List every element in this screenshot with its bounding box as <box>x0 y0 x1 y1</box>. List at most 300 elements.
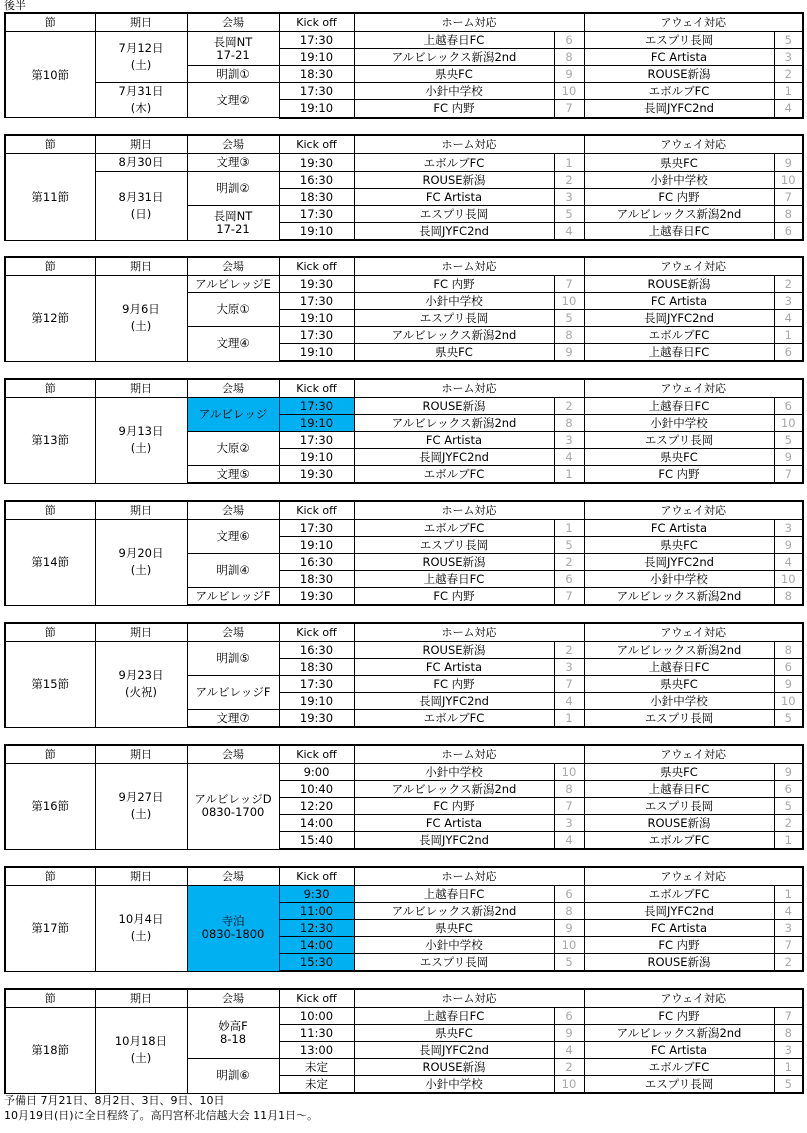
away-team-number: 1 <box>774 832 803 850</box>
header-round: 節 <box>5 745 95 764</box>
away-team: ROUSE新潟 <box>584 815 774 832</box>
kickoff-time: 19:10 <box>279 537 354 554</box>
kickoff-time: 19:10 <box>279 344 354 362</box>
venue-name: 妙高F <box>218 1019 248 1033</box>
header-venue: 会場 <box>187 13 279 32</box>
away-team: エスプリ長岡 <box>584 710 774 728</box>
away-team-number: 3 <box>774 920 803 937</box>
round-label: 第16節 <box>5 764 95 850</box>
away-team: 県央FC <box>584 537 774 554</box>
header-date: 期日 <box>95 257 187 276</box>
kickoff-time: 17:30 <box>279 32 354 49</box>
header-round: 節 <box>5 135 95 154</box>
home-team: 小針中学校 <box>354 764 554 781</box>
day-of-week: (土) <box>130 929 152 944</box>
table-header-row <box>5 13 803 32</box>
round-label: 第17節 <box>5 886 95 972</box>
kickoff-time: 19:30 <box>279 276 354 293</box>
away-team: 県央FC <box>584 154 774 172</box>
home-team-number: 4 <box>554 693 584 710</box>
away-team: エボルブFC <box>584 886 774 903</box>
table-row <box>5 886 803 903</box>
table-row <box>5 172 803 189</box>
venue-name: 文理⑤ <box>216 466 250 481</box>
home-team-number: 1 <box>554 520 584 537</box>
kickoff-time: 10:40 <box>279 781 354 798</box>
home-team-number: 5 <box>554 537 584 554</box>
header-home: ホーム対応 <box>354 989 584 1008</box>
day-of-week: (火祝) <box>125 685 157 700</box>
away-team: ROUSE新潟 <box>584 66 774 83</box>
home-team: FC Artista <box>354 189 554 206</box>
kickoff-time: 16:30 <box>279 172 354 189</box>
table-row <box>5 276 803 293</box>
home-team: ROUSE新潟 <box>354 642 554 659</box>
away-team: FC 内野 <box>584 189 774 206</box>
venue-cell <box>187 398 279 432</box>
home-team: 長岡JYFC2nd <box>354 693 554 710</box>
round-table <box>4 866 804 972</box>
header-home: ホーム対応 <box>354 501 584 520</box>
kickoff-time: 未定 <box>279 1059 354 1076</box>
away-team-number: 5 <box>774 1076 803 1094</box>
home-team: 小針中学校 <box>354 83 554 100</box>
kickoff-time: 19:30 <box>279 588 354 606</box>
away-team: 上越春日FC <box>584 781 774 798</box>
kickoff-time: 14:00 <box>279 815 354 832</box>
table-header-row <box>5 623 803 642</box>
home-team: 県央FC <box>354 66 554 83</box>
header-kickoff: Kick off <box>279 379 354 398</box>
date-cell <box>95 520 187 606</box>
away-team-number: 9 <box>774 676 803 693</box>
home-team: 上越春日FC <box>354 886 554 903</box>
kickoff-time: 10:00 <box>279 1008 354 1025</box>
away-team: エスプリ長岡 <box>584 432 774 449</box>
kickoff-time: 未定 <box>279 1076 354 1094</box>
date-cell <box>95 83 187 118</box>
venue-cell <box>187 520 279 554</box>
away-team: エボルブFC <box>584 83 774 100</box>
day-of-week: (土) <box>130 58 152 72</box>
home-team-number: 2 <box>554 1059 584 1076</box>
venue-hours: 17-21 <box>216 221 250 236</box>
date-text: 9月13日 <box>118 424 164 439</box>
away-team-number: 8 <box>774 588 803 606</box>
home-team-number: 3 <box>554 659 584 676</box>
away-team-number: 8 <box>774 642 803 659</box>
away-team-number: 4 <box>774 554 803 571</box>
home-team-number: 5 <box>554 206 584 223</box>
away-team-number: 7 <box>774 189 803 206</box>
away-team: 上越春日FC <box>584 659 774 676</box>
kickoff-time: 9:00 <box>279 764 354 781</box>
home-team-number: 10 <box>554 937 584 954</box>
kickoff-time: 19:10 <box>279 49 354 66</box>
away-team-number: 2 <box>774 276 803 293</box>
home-team-number: 8 <box>554 415 584 432</box>
home-team-number: 8 <box>554 49 584 66</box>
away-team-number: 8 <box>774 206 803 223</box>
home-team: 小針中学校 <box>354 293 554 310</box>
kickoff-time: 14:00 <box>279 937 354 954</box>
venue-name: 大原② <box>216 441 250 455</box>
away-team: エスプリ長岡 <box>584 32 774 49</box>
date-cell <box>95 398 187 484</box>
home-team-number: 5 <box>554 954 584 972</box>
venue-hours: 8-18 <box>219 1032 247 1046</box>
kickoff-time: 19:10 <box>279 415 354 432</box>
home-team: 県央FC <box>354 920 554 937</box>
home-team-number: 9 <box>554 1025 584 1042</box>
date-text: 9月20日 <box>118 546 164 561</box>
venue-cell <box>187 172 279 206</box>
away-team: アルビレックス新潟2nd <box>584 642 774 659</box>
home-team: FC 内野 <box>354 798 554 815</box>
header-kickoff: Kick off <box>279 623 354 642</box>
away-team: 上越春日FC <box>584 398 774 415</box>
header-venue: 会場 <box>187 623 279 642</box>
away-team: FC Artista <box>584 920 774 937</box>
header-round: 節 <box>5 867 95 886</box>
venue-name: 明訓⑤ <box>216 651 250 665</box>
date-cell <box>95 886 187 972</box>
venue-cell <box>187 83 279 118</box>
home-team: ROUSE新潟 <box>354 398 554 415</box>
home-team: アルビレックス新潟2nd <box>354 781 554 798</box>
home-team: アルビレックス新潟2nd <box>354 49 554 66</box>
header-date: 期日 <box>95 989 187 1008</box>
home-team-number: 9 <box>554 344 584 362</box>
home-team-number: 7 <box>554 676 584 693</box>
kickoff-time: 19:10 <box>279 100 354 118</box>
away-team: FC Artista <box>584 1042 774 1059</box>
away-team: エスプリ長岡 <box>584 1076 774 1094</box>
page-title: 後半 <box>4 0 26 12</box>
venue-cell <box>187 154 279 172</box>
home-team: エスプリ長岡 <box>354 310 554 327</box>
header-kickoff: Kick off <box>279 989 354 1008</box>
away-team: アルビレックス新潟2nd <box>584 206 774 223</box>
header-date: 期日 <box>95 379 187 398</box>
away-team-number: 5 <box>774 432 803 449</box>
home-team: エボルブFC <box>354 710 554 728</box>
kickoff-time: 17:30 <box>279 398 354 415</box>
header-kickoff: Kick off <box>279 135 354 154</box>
home-team-number: 3 <box>554 815 584 832</box>
kickoff-time: 19:30 <box>279 466 354 484</box>
home-team-number: 9 <box>554 920 584 937</box>
away-team-number: 4 <box>774 903 803 920</box>
home-team: 県央FC <box>354 1025 554 1042</box>
round-table <box>4 988 804 1094</box>
home-team-number: 6 <box>554 886 584 903</box>
home-team: FC 内野 <box>354 276 554 293</box>
venue-hours: 0830-1700 <box>201 805 265 820</box>
header-home: ホーム対応 <box>354 257 584 276</box>
table-row <box>5 520 803 537</box>
date-cell <box>95 764 187 850</box>
away-team-number: 1 <box>774 83 803 100</box>
header-home: ホーム対応 <box>354 623 584 642</box>
away-team-number: 3 <box>774 49 803 66</box>
date-text: 8月30日 <box>118 155 164 169</box>
kickoff-time: 19:30 <box>279 154 354 172</box>
away-team: 長岡JYFC2nd <box>584 554 774 571</box>
venue-name: 文理③ <box>216 155 250 169</box>
header-venue: 会場 <box>187 867 279 886</box>
home-team: 小針中学校 <box>354 937 554 954</box>
away-team: エボルブFC <box>584 832 774 850</box>
table-row <box>5 32 803 49</box>
away-team-number: 4 <box>774 100 803 118</box>
venue-name: 明訓⑥ <box>216 1068 250 1083</box>
venue-name: アルビレッジD <box>194 792 272 807</box>
day-of-week: (木) <box>130 101 152 115</box>
away-team-number: 7 <box>774 1008 803 1025</box>
kickoff-time: 11:30 <box>279 1025 354 1042</box>
header-kickoff: Kick off <box>279 501 354 520</box>
table-row <box>5 398 803 415</box>
round-table <box>4 622 804 728</box>
venue-cell <box>187 1059 279 1094</box>
home-team: エスプリ長岡 <box>354 537 554 554</box>
footer-line-2: 10月19日(日)に全日程終了。高円宮杯北信越大会 11月1日～。 <box>4 1109 319 1122</box>
footer-line-1: 予備日 7月21日、8月2日、3日、9日、10日 <box>4 1094 225 1107</box>
header-home: ホーム対応 <box>354 745 584 764</box>
home-team: 県央FC <box>354 344 554 362</box>
kickoff-time: 11:00 <box>279 903 354 920</box>
header-round: 節 <box>5 13 95 32</box>
kickoff-time: 18:30 <box>279 659 354 676</box>
away-team: 長岡JYFC2nd <box>584 310 774 327</box>
away-team-number: 5 <box>774 798 803 815</box>
home-team: 長岡JYFC2nd <box>354 832 554 850</box>
kickoff-time: 19:10 <box>279 449 354 466</box>
home-team: エボルブFC <box>354 466 554 484</box>
away-team: 上越春日FC <box>584 223 774 241</box>
venue-name: 明訓② <box>216 181 250 195</box>
home-team-number: 4 <box>554 223 584 241</box>
home-team: 長岡JYFC2nd <box>354 223 554 241</box>
header-home: ホーム対応 <box>354 13 584 32</box>
home-team: 上越春日FC <box>354 571 554 588</box>
round-table <box>4 744 804 850</box>
home-team-number: 4 <box>554 1042 584 1059</box>
venue-name: 文理④ <box>216 336 250 351</box>
away-team: 小針中学校 <box>584 172 774 189</box>
away-team-number: 3 <box>774 1042 803 1059</box>
header-date: 期日 <box>95 867 187 886</box>
venue-cell <box>187 1008 279 1059</box>
away-team-number: 1 <box>774 886 803 903</box>
kickoff-time: 17:30 <box>279 327 354 344</box>
kickoff-time: 16:30 <box>279 554 354 571</box>
away-team-number: 10 <box>774 571 803 588</box>
home-team-number: 2 <box>554 554 584 571</box>
kickoff-time: 19:10 <box>279 310 354 327</box>
header-venue: 会場 <box>187 135 279 154</box>
header-away: アウェイ対応 <box>584 135 803 154</box>
day-of-week: (土) <box>130 441 152 456</box>
venue-name: アルビレッジE <box>195 276 271 291</box>
home-team: FC Artista <box>354 659 554 676</box>
header-date: 期日 <box>95 501 187 520</box>
away-team: エボルブFC <box>584 327 774 344</box>
venue-name: 明訓④ <box>216 563 250 577</box>
home-team-number: 5 <box>554 310 584 327</box>
venue-cell <box>187 764 279 850</box>
venue-cell <box>187 466 279 484</box>
header-kickoff: Kick off <box>279 13 354 32</box>
date-cell <box>95 642 187 728</box>
venue-cell <box>187 710 279 728</box>
venue-name: アルビレッジF <box>195 588 271 603</box>
header-round: 節 <box>5 257 95 276</box>
home-team-number: 2 <box>554 398 584 415</box>
date-text: 7月31日 <box>118 84 164 98</box>
away-team-number: 10 <box>774 693 803 710</box>
table-header-row <box>5 135 803 154</box>
venue-cell <box>187 432 279 466</box>
header-away: アウェイ対応 <box>584 623 803 642</box>
date-cell <box>95 172 187 241</box>
date-text: 8月31日 <box>118 189 164 204</box>
venue-cell <box>187 327 279 362</box>
away-team: 小針中学校 <box>584 693 774 710</box>
header-away: アウェイ対応 <box>584 989 803 1008</box>
home-team: 上越春日FC <box>354 32 554 49</box>
away-team: 小針中学校 <box>584 571 774 588</box>
header-round: 節 <box>5 501 95 520</box>
table-header-row <box>5 501 803 520</box>
kickoff-time: 17:30 <box>279 520 354 537</box>
home-team: エボルブFC <box>354 154 554 172</box>
venue-name: 長岡NT <box>213 208 253 223</box>
header-date: 期日 <box>95 745 187 764</box>
round-label: 第15節 <box>5 642 95 728</box>
away-team-number: 2 <box>774 66 803 83</box>
home-team: エボルブFC <box>354 520 554 537</box>
away-team: 県央FC <box>584 449 774 466</box>
venue-cell <box>187 32 279 66</box>
away-team-number: 9 <box>774 537 803 554</box>
date-cell <box>95 1008 187 1094</box>
venue-name: 文理② <box>216 92 250 107</box>
home-team-number: 3 <box>554 189 584 206</box>
home-team-number: 1 <box>554 710 584 728</box>
header-kickoff: Kick off <box>279 257 354 276</box>
away-team-number: 3 <box>774 293 803 310</box>
home-team: アルビレックス新潟2nd <box>354 415 554 432</box>
away-team-number: 10 <box>774 415 803 432</box>
kickoff-time: 19:30 <box>279 710 354 728</box>
kickoff-time: 17:30 <box>279 206 354 223</box>
away-team: 小針中学校 <box>584 415 774 432</box>
home-team-number: 4 <box>554 449 584 466</box>
date-text: 9月6日 <box>122 302 160 317</box>
home-team-number: 7 <box>554 588 584 606</box>
date-text: 9月23日 <box>118 668 164 683</box>
away-team-number: 2 <box>774 954 803 972</box>
away-team-number: 4 <box>774 310 803 327</box>
day-of-week: (日) <box>130 206 152 221</box>
home-team: 小針中学校 <box>354 1076 554 1094</box>
header-away: アウェイ対応 <box>584 257 803 276</box>
home-team-number: 1 <box>554 154 584 172</box>
venue-cell <box>187 554 279 588</box>
table-header-row <box>5 989 803 1008</box>
away-team-number: 1 <box>774 327 803 344</box>
home-team: 長岡JYFC2nd <box>354 1042 554 1059</box>
away-team-number: 5 <box>774 710 803 728</box>
venue-cell <box>187 293 279 327</box>
venue-cell <box>187 588 279 606</box>
away-team-number: 7 <box>774 466 803 484</box>
round-table <box>4 12 804 119</box>
away-team-number: 3 <box>774 520 803 537</box>
header-round: 節 <box>5 379 95 398</box>
away-team-number: 6 <box>774 659 803 676</box>
away-team: FC Artista <box>584 293 774 310</box>
away-team: FC 内野 <box>584 1008 774 1025</box>
day-of-week: (土) <box>130 807 152 822</box>
home-team: 上越春日FC <box>354 1008 554 1025</box>
header-away: アウェイ対応 <box>584 501 803 520</box>
venue-cell <box>187 206 279 241</box>
home-team: FC Artista <box>354 815 554 832</box>
home-team-number: 2 <box>554 642 584 659</box>
day-of-week: (土) <box>130 563 152 578</box>
round-table <box>4 500 804 606</box>
venue-cell <box>187 642 279 676</box>
away-team: アルビレックス新潟2nd <box>584 1025 774 1042</box>
home-team-number: 10 <box>554 293 584 310</box>
venue-cell <box>187 66 279 83</box>
home-team: FC 内野 <box>354 100 554 118</box>
header-date: 期日 <box>95 135 187 154</box>
away-team-number: 9 <box>774 154 803 172</box>
away-team: ROUSE新潟 <box>584 954 774 972</box>
away-team-number: 2 <box>774 815 803 832</box>
kickoff-time: 17:30 <box>279 676 354 693</box>
away-team: FC Artista <box>584 49 774 66</box>
header-away: アウェイ対応 <box>584 13 803 32</box>
header-home: ホーム対応 <box>354 379 584 398</box>
away-team: 長岡JYFC2nd <box>584 903 774 920</box>
table-row <box>5 83 803 100</box>
kickoff-time: 18:30 <box>279 189 354 206</box>
table-row <box>5 642 803 659</box>
kickoff-time: 12:30 <box>279 920 354 937</box>
header-kickoff: Kick off <box>279 867 354 886</box>
home-team-number: 6 <box>554 571 584 588</box>
header-date: 期日 <box>95 13 187 32</box>
away-team-number: 6 <box>774 781 803 798</box>
venue-name: 明訓① <box>216 66 250 81</box>
home-team-number: 6 <box>554 1008 584 1025</box>
round-table <box>4 134 804 241</box>
kickoff-time: 17:30 <box>279 83 354 100</box>
header-round: 節 <box>5 623 95 642</box>
date-text: 7月12日 <box>118 41 164 55</box>
table-header-row <box>5 867 803 886</box>
away-team-number: 5 <box>774 32 803 49</box>
home-team-number: 6 <box>554 32 584 49</box>
away-team-number: 10 <box>774 172 803 189</box>
header-venue: 会場 <box>187 501 279 520</box>
away-team-number: 8 <box>774 1025 803 1042</box>
